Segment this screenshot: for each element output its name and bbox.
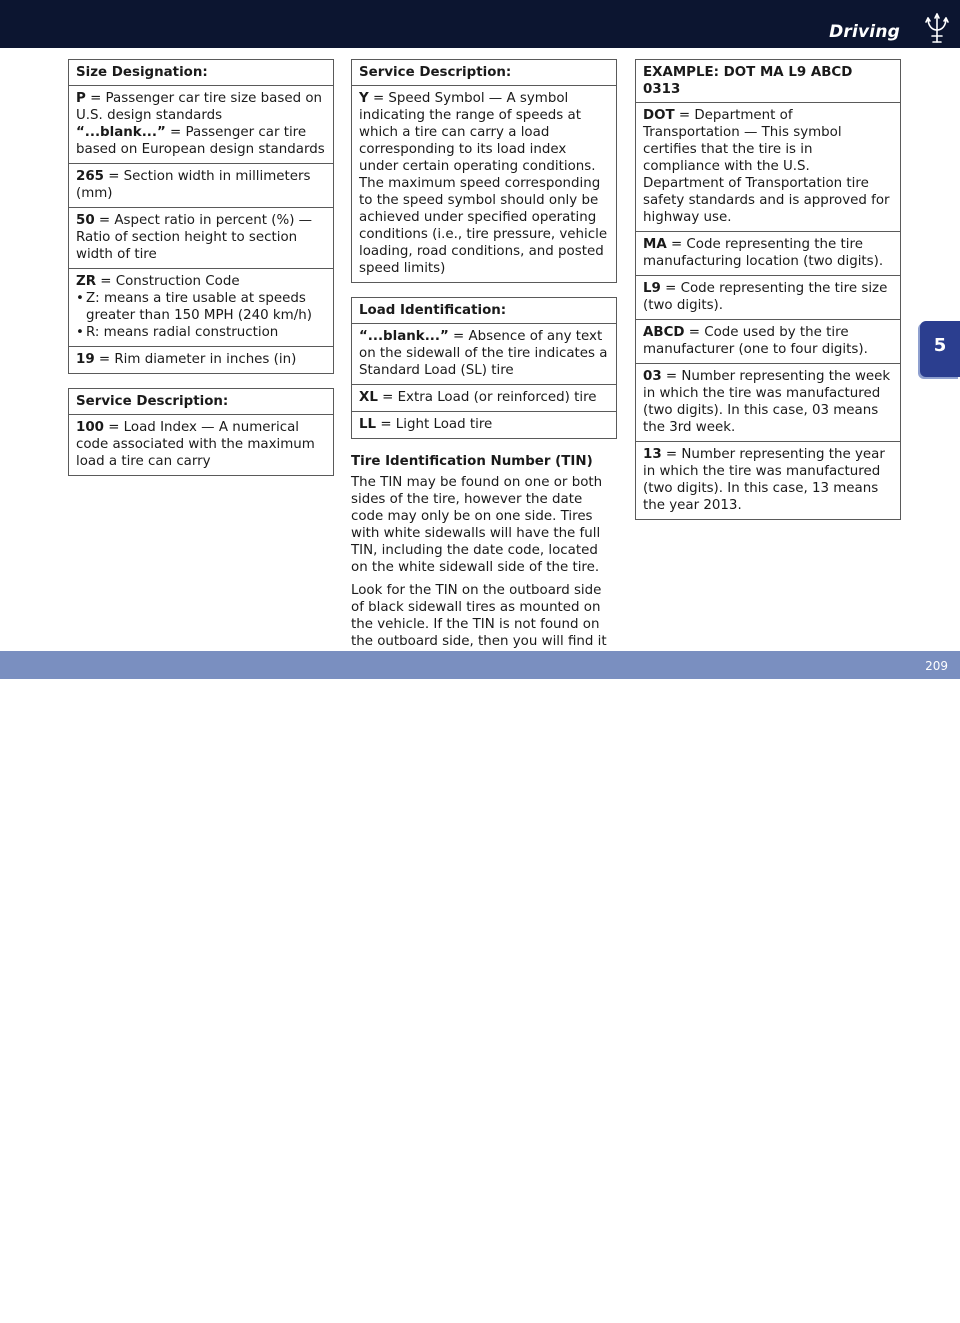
definition: = Load Index — A numerical code associated with the maximum load a tire can carry: [76, 420, 315, 469]
bullet-item: • R: means radial construction: [76, 324, 326, 341]
column-1: [68, 59, 334, 490]
table-heading: Service Description:: [69, 389, 333, 415]
term: 19: [76, 352, 95, 367]
definition: = Speed Symbol — A symbol indicating the range of speeds at which a tire can carry a load corresponding to its load index under certain operating conditions.: [359, 91, 596, 174]
table-row: [69, 347, 333, 373]
term: 100: [76, 420, 104, 435]
watermark: carmanualsonline.info: [600, 1299, 843, 1323]
table-row: [69, 208, 333, 269]
term: 03: [643, 369, 662, 384]
column-2: [351, 59, 617, 673]
definition: = Extra Load (or reinforced) tire: [377, 390, 597, 405]
table-row: [636, 276, 900, 320]
table-row: [69, 415, 333, 475]
tin-paragraph: The TIN may be found on one or both sides of the tire, however the date code may only be on one side. Tires with white sidewalls will have the full TIN, including the date code, located on the white sidewall side of the tire.: [351, 475, 603, 575]
definition: = Aspect ratio in percent (%) — Ratio of section height to section width of tire: [76, 213, 313, 262]
section-title: Driving: [829, 22, 900, 42]
definition: = Number representing the year in which the tire was manufactured (two digits). In this case, 13 means the year 2013.: [643, 447, 885, 513]
term: LL: [359, 417, 377, 432]
definition: = Rim diameter in inches (in): [94, 352, 297, 367]
term: Y: [359, 91, 369, 106]
dot-example-table: [635, 59, 901, 520]
term: 13: [643, 447, 662, 462]
table-row: [636, 232, 900, 276]
table-row: [352, 86, 616, 282]
definition: = Absence of any text on the sidewall of the tire indicates a Standard Load (SL) tire: [359, 329, 608, 378]
table-heading: Load Identification:: [352, 298, 616, 324]
table-row: [352, 385, 616, 412]
page-number: 209: [925, 659, 948, 673]
table-row: [352, 412, 616, 438]
chapter-tab[interactable]: [920, 321, 960, 377]
size-designation-table: [68, 59, 334, 374]
definition: = Number representing the week in which the tire was manufactured (two digits). In this case, 03 means the 3rd week.: [643, 369, 891, 435]
bullet-item: • Z: means a tire usable at speeds greater than 150 MPH (240 km/h): [76, 290, 326, 324]
table-heading: Service Description:: [352, 60, 616, 86]
term: “...blank...”: [76, 125, 166, 140]
definition: = Code representing the tire size (two digits).: [643, 281, 888, 313]
definition: = Code used by the tire manufacturer (one to four digits).: [643, 325, 868, 357]
load-identification-table: [351, 297, 617, 439]
term: P: [76, 91, 86, 106]
service-description-table: [351, 59, 617, 283]
term: 50: [76, 213, 95, 228]
definition: = Passenger car tire based on European design standards: [76, 125, 325, 157]
table-row: [636, 442, 900, 519]
term: 265: [76, 169, 104, 184]
table-row: [636, 320, 900, 364]
definition: = Section width in millimeters (mm): [76, 169, 311, 201]
table-row: [636, 103, 900, 232]
definition: = Construction Code: [96, 274, 240, 289]
table-row: [69, 269, 333, 347]
definition: = Passenger car tire size based on U.S. design standards: [76, 91, 323, 123]
tin-heading: Tire Identification Number (TIN): [351, 454, 593, 469]
term: “...blank...”: [359, 329, 449, 344]
term: L9: [643, 281, 661, 296]
term: XL: [359, 390, 378, 405]
table-heading: Size Designation:: [69, 60, 333, 86]
term: DOT: [643, 108, 675, 123]
term: ABCD: [643, 325, 685, 340]
table-row: [69, 86, 333, 164]
table-heading: EXAMPLE: DOT MA L9 ABCD 0313: [636, 60, 900, 103]
chapter-number: 5: [933, 335, 947, 356]
table-row: [636, 364, 900, 442]
footer-bar: [0, 651, 960, 1323]
definition: = Department of Transportation — This symbol certifies that the tire is in compliance with the U.S. Department of Transportation tire safety standards and is approved for highway use.: [643, 108, 890, 225]
trident-icon: [922, 10, 952, 46]
definition-continued: The maximum speed corresponding to the speed symbol should only be achieved under specified operating conditions (i.e., tire pressure, vehicle loading, road conditions, and posted speed limits): [359, 176, 608, 276]
header-bar: [0, 0, 960, 48]
definition: = Code representing the tire manufacturing location (two digits).: [643, 237, 884, 269]
tin-paragraph: Look for the TIN on the outboard side of black sidewall tires as mounted on the vehicle. If the TIN is not found on the outboard side, then you will find it: [351, 583, 607, 649]
definition: = Light Load tire: [376, 417, 493, 432]
table-row: [352, 324, 616, 385]
term: MA: [643, 237, 667, 252]
term: ZR: [76, 274, 97, 289]
column-3: [635, 59, 901, 534]
service-description-table: [68, 388, 334, 476]
table-row: [69, 164, 333, 208]
